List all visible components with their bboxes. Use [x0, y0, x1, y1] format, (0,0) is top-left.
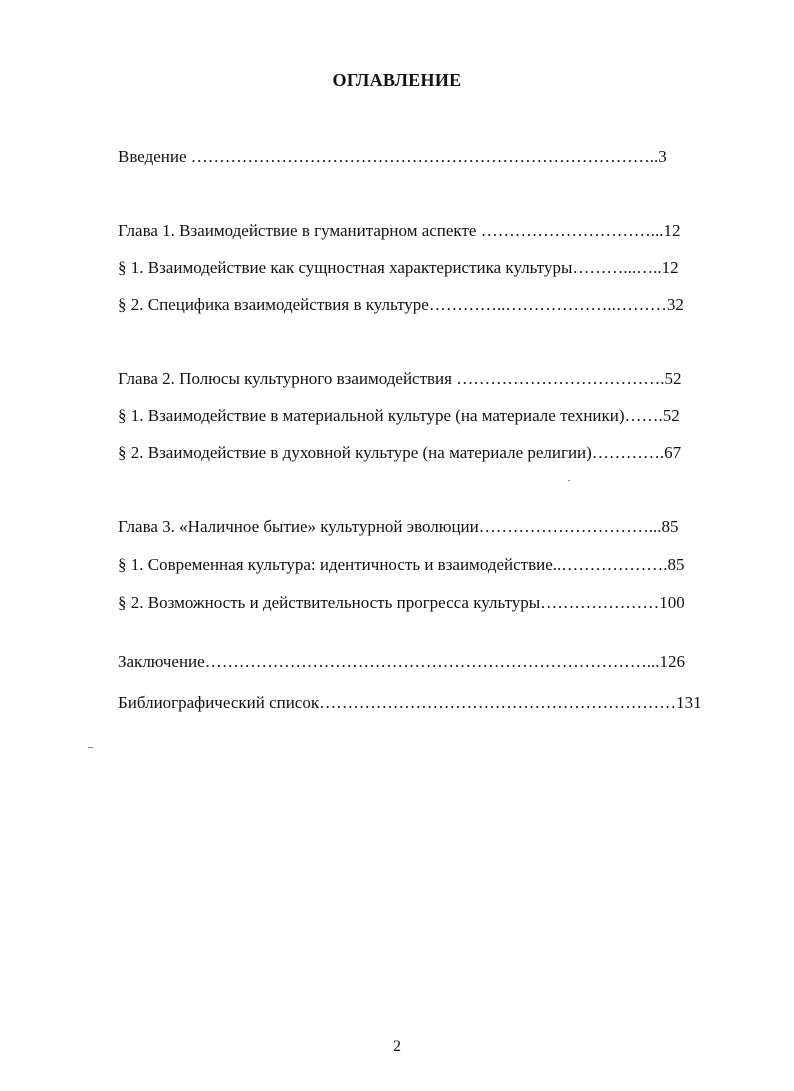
toc-dot-leader: …………..………………..………: [428, 295, 667, 314]
toc-entry-chapter-1-section-2[interactable]: [118, 294, 684, 316]
toc-page-number: 3: [658, 147, 667, 166]
toc-entry-chapter-1[interactable]: [118, 220, 680, 242]
toc-dot-leader: …….: [624, 406, 663, 425]
toc-page-number: 32: [666, 295, 684, 314]
toc-dot-leader: ……………………………………………………………………...: [204, 652, 660, 671]
toc-entry-text: Библиографический список: [118, 693, 320, 712]
scan-speck: [568, 480, 570, 481]
toc-entry-text: § 2. Специфика взаимодействия в культуре: [118, 295, 429, 314]
toc-entry-chapter-2-section-1[interactable]: [118, 405, 680, 427]
toc-dot-leader: ………………………………………………………………………..: [186, 147, 659, 166]
toc-dot-leader: ………...…..: [572, 258, 662, 277]
toc-dot-leader: ………………………………………………………: [319, 693, 677, 712]
toc-entry-text: Глава 1. Взаимодействие в гуманитарном аспекте: [118, 221, 477, 240]
toc-entry-chapter-3-section-2[interactable]: [118, 592, 685, 614]
toc-entry-text: Глава 3. «Наличное бытие» культурной эволюции: [118, 517, 479, 536]
scan-speck: [88, 747, 93, 748]
toc-page-number: 12: [661, 258, 679, 277]
toc-entry-text: Заключение: [118, 652, 205, 671]
toc-page-number: 52: [664, 369, 682, 388]
toc-entry-introduction[interactable]: [118, 146, 667, 168]
toc-page-number: 52: [662, 406, 680, 425]
toc-entry-chapter-3-section-1[interactable]: [118, 554, 685, 576]
toc-dot-leader: …………………………...: [476, 221, 664, 240]
toc-entry-conclusion[interactable]: [118, 651, 685, 673]
toc-page-number: 126: [659, 652, 685, 671]
toc-entry-text: § 1. Взаимодействие как сущностная характеристика культуры: [118, 258, 573, 277]
toc-page-number: 12: [663, 221, 681, 240]
toc-page-number: 100: [659, 593, 685, 612]
toc-dot-leader: ……………………………….: [451, 369, 665, 388]
toc-dot-leader: ..……………….: [552, 555, 668, 574]
toc-page-number: 85: [667, 555, 685, 574]
toc-entry-text: § 2. Возможность и действительность прогресса культуры: [118, 593, 541, 612]
toc-dot-leader: ………….: [591, 443, 665, 462]
toc-entry-text: § 1. Современная культура: идентичность и взаимодействие: [118, 555, 553, 574]
page-title: ОГЛАВЛЕНИЕ: [332, 70, 462, 90]
toc-entry-chapter-2[interactable]: [118, 368, 681, 390]
toc-page-number: 85: [661, 517, 679, 536]
toc-entry-text: § 2. Взаимодействие в духовной культуре (на материале религии): [118, 443, 592, 462]
toc-page-number: 67: [664, 443, 682, 462]
toc-entry-chapter-2-section-2[interactable]: [118, 442, 681, 464]
toc-entry-text: Введение: [118, 147, 187, 166]
toc-entry-text: Глава 2. Полюсы культурного взаимодействия: [118, 369, 452, 388]
toc-entry-chapter-3[interactable]: [118, 516, 679, 538]
toc-dot-leader: …………………: [540, 593, 660, 612]
page-number: 2: [393, 1038, 401, 1055]
toc-entry-chapter-1-section-1[interactable]: [118, 257, 679, 279]
toc-entry-bibliography[interactable]: [118, 692, 702, 714]
toc-dot-leader: …………………………...: [478, 517, 662, 536]
toc-page-number: 131: [676, 693, 702, 712]
toc-entry-text: § 1. Взаимодействие в материальной культуре (на материале техники): [118, 406, 625, 425]
